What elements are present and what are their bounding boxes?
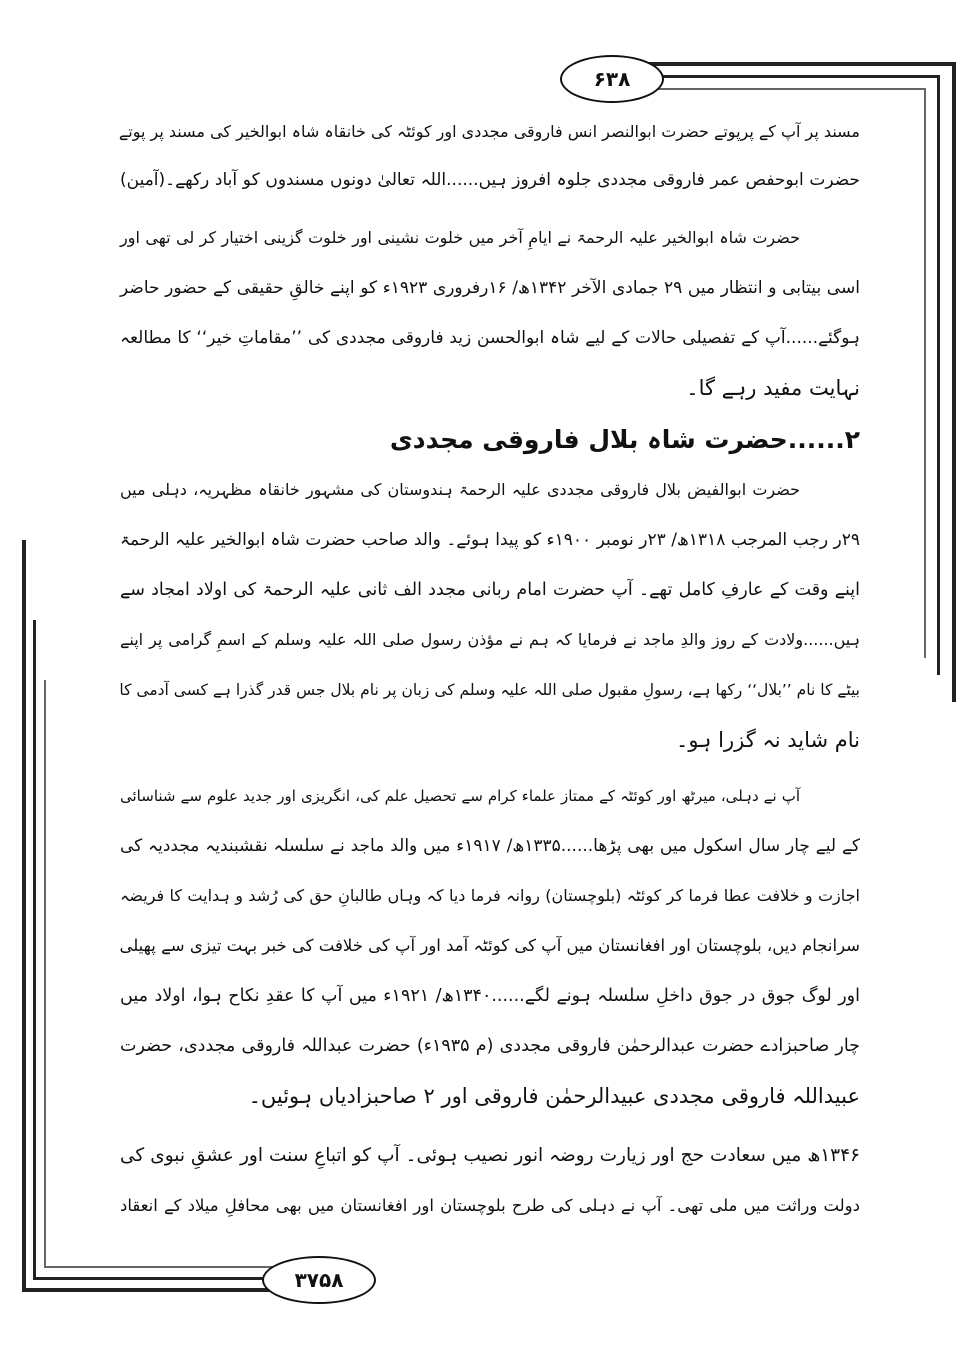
frame-rule [640,62,956,66]
text-line: اپنے وقت کے عارفِ کامل تھے۔ آپ حضرت امام ربانی مجدد الف ثانی علیہ الرحمۃ کی اولاد امجاد سے [120,580,860,600]
text-line: ہوگئے......آپ کے تفصیلی حالات کے لیے شاہ ابوالحسن زید فاروقی مجددی کی ’’مقاماتِ خیر‘‘ کا مطالعہ [120,328,860,348]
frame-rule [44,1266,274,1268]
page-number-bottom: ۳۷۵۸ [262,1256,376,1304]
frame-rule [33,620,36,1280]
page-number-top: ۶۳۸ [560,55,664,103]
text-line: نام شاید نہ گزرا ہو۔ [676,728,860,752]
text-line: چار صاحبزادے حضرت عبدالرحمٰن فاروقی مجددی (م ۱۹۳۵ء) حضرت عبداللہ فاروقی مجددی، حضرت [120,1036,860,1056]
frame-rule [33,1277,273,1280]
text-line: حضرت شاہ ابوالخیر علیہ الرحمۃ نے ایامِ آخر میں خلوت نشینی اور خلوت گزینی اختیار کر لی تھی اور [120,228,800,247]
frame-rule [937,75,940,675]
section-heading: ۲......حضرت شاہ بلال فاروقی مجددی [389,425,860,454]
frame-rule [44,680,46,1268]
text-line: عبیداللہ فاروقی مجددی عبیدالرحمٰن فاروقی اور ۲ صاحبزادیاں ہوئیں۔ [248,1084,860,1108]
text-line: اور لوگ جوق در جوق داخلِ سلسلہ ہونے لگے......۱۳۴۰ھ/ ۱۹۲۱ء میں آپ کا عقدِ نکاح ہوا، اولاد میں [120,986,860,1006]
text-line: مسند پر آپ کے پرپوتے حضرت ابوالنصر انس فاروقی مجددی اور کوئٹہ کی خانقاہ شاہ ابوالخیر کی مسند پر پوتے [118,122,860,141]
frame-rule [22,540,26,1292]
text-line: حضرت ابوحفص عمر فاروقی مجددی جلوہ افروز ہیں......اللہ تعالیٰ دونوں مسندوں کو آباد رکھے۔(آمین) [120,170,860,190]
text-line: اسی بیتابی و انتظار میں ۲۹ جمادی الآخر ۱۳۴۲ھ/ ۱۶رفروری ۱۹۲۳ء کو اپنے خالقِ حقیقی کے حضور حاضر [120,278,860,298]
text-line: حضرت ابوالفیض بلال فاروقی مجددی علیہ الرحمۃ ہندوستان کی مشہور خانقاہ مظہریہ، دہلی میں [120,480,800,499]
text-line: بیٹے کا نام ’’بلال‘‘ رکھا ہے، رسولِ مقبول صلی اللہ علیہ وسلم کی زبان پر نام بلال جس قدر گذرا ہے کسی آدمی کا [119,681,860,699]
frame-rule [22,1288,272,1292]
text-line: ہیں......ولادت کے روز والدِ ماجد نے فرمایا کہ ہم نے مؤذن رسول صلی اللہ علیہ وسلم کے اسمِ گرامی پر اپنے [120,630,860,649]
text-line: ۱۳۴۶ھ میں سعادت حج اور زیارت روضہ انور نصیب ہوئی۔ آپ کو اتباعِ سنت اور عشقِ نبوی کی [120,1145,860,1166]
text-line: کے لیے چار سال اسکول میں بھی پڑھا......۱۳۳۵ھ/ ۱۹۱۷ء میں والد ماجد نے سلسلہ نقشبندیہ مجددیہ کی [120,836,860,856]
text-line: سرانجام دیں، بلوچستان اور افغانستان میں آپ کی کوئٹہ آمد اور آپ کی خلافت کی خبر بہت تیزی سے پھیلی [119,936,860,955]
text-line: آپ نے دہلی، میرٹھ اور کوئٹہ کے ممتاز علماء کرام سے تحصیل علم کی، انگریزی اور جدید علوم سے شناسائی [120,787,800,805]
frame-rule [650,75,940,78]
text-line: نہایت مفید رہے گا۔ [686,376,860,400]
text-line: اجازت و خلافت عطا فرما کر کوئٹہ (بلوچستان) روانہ فرما دیا کہ وہاں طالبانِ حق کی رُشد و ہدایت کا فریضہ [120,886,860,905]
text-line: دولت وراثت میں ملی تھی۔ آپ نے دہلی کی طرح بلوچستان اور افغانستان میں بھی محافلِ میلاد کے انعقاد [120,1196,860,1215]
frame-rule [924,88,926,658]
frame-rule [952,62,956,702]
frame-rule [655,88,925,90]
text-line: ۲۹ر رجب المرجب ۱۳۱۸ھ/ ۲۳ر نومبر ۱۹۰۰ء کو پیدا ہوئے۔ والد صاحب حضرت شاہ ابوالخیر علیہ الرحمۃ [120,530,860,550]
